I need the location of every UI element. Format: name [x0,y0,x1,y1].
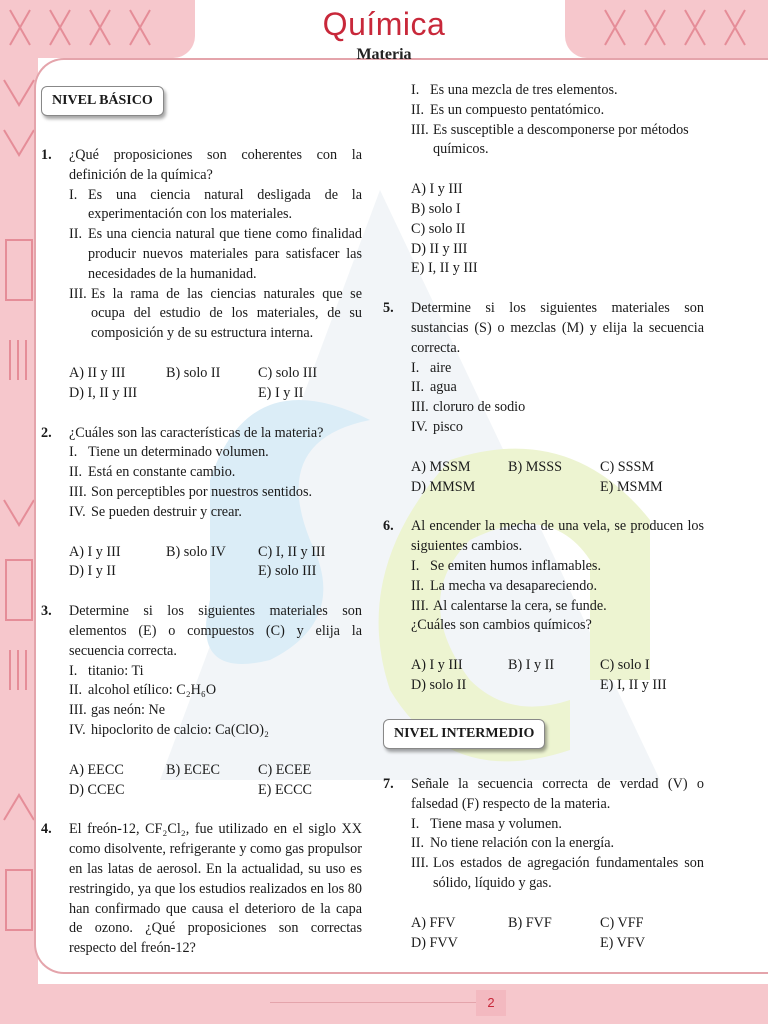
right-column-intermediate [383,775,704,953]
level-badge-intermediate: NIVEL INTERMEDIO [383,719,545,749]
option-c[interactable]: C) ECEE [258,761,312,778]
option-b[interactable]: B) solo II [166,364,221,381]
proposition-item [411,597,704,617]
tribal-pattern-icon [0,0,38,1024]
proposition-numeral: I. [69,662,78,679]
option-b[interactable]: B) MSSS [508,458,563,475]
question-number: 6. [383,518,394,535]
proposition-item [411,418,704,438]
proposition-item [69,681,362,701]
proposition-numeral: II. [411,835,424,852]
proposition-item [69,483,362,503]
proposition-item [69,225,362,284]
question-2 [41,424,362,583]
proposition-text: gas neón: Ne [91,702,166,719]
question-number: 2. [41,424,52,441]
option-c[interactable]: C) solo III [258,364,318,381]
proposition-numeral: II. [69,464,82,481]
proposition-numeral: II. [411,101,424,118]
option-e[interactable]: E) VFV [600,934,646,951]
proposition-item [69,701,362,721]
option-d[interactable]: D) MMSM [411,478,476,495]
proposition-text: pisco [433,418,463,435]
proposition-text: cloruro de sodio [433,399,526,416]
option-d[interactable]: D) I y II [69,563,116,580]
option-a[interactable]: A) I y III [411,181,463,198]
option-d[interactable]: D) FVV [411,934,458,951]
proposition-text: Está en constante cambio. [88,464,236,481]
proposition-numeral: III. [411,121,429,138]
proposition-text: alcohol etílico: C₂H₆O [88,682,217,699]
option-c[interactable]: C) VFF [600,914,644,931]
question-number: 1. [41,147,52,163]
proposition-item [411,101,704,121]
proposition-numeral: II. [69,682,82,699]
proposition-text: Tiene un determinado volumen. [88,444,269,461]
proposition-numeral: III. [69,483,87,500]
proposition-numeral: I. [69,186,78,203]
proposition-text: titanio: Ti [88,662,144,679]
question-4-continued [383,81,704,279]
question-number: 3. [41,603,52,620]
left-column [41,146,362,959]
option-a[interactable]: A) EECC [69,761,124,778]
proposition-item [411,557,704,577]
question-stem: Determine si los siguientes materiales son sustancias (S) o mezclas (M) y elija la secuencia correcta. [411,300,704,356]
proposition-item [411,378,704,398]
page-number: 2 [476,990,506,1016]
proposition-text: aire [430,359,452,376]
option-c[interactable]: C) solo I [600,657,650,674]
option-a[interactable]: A) II y III [69,364,126,381]
proposition-text: Tiene masa y volumen. [430,815,562,832]
proposition-numeral: II. [411,379,424,396]
proposition-text: agua [430,379,457,396]
proposition-numeral: I. [411,82,420,98]
option-e[interactable]: E) solo III [258,563,317,580]
proposition-item [69,463,362,483]
proposition-numeral: II. [411,577,424,594]
answer-options-vertical [411,180,704,279]
question-7 [383,775,704,953]
question-5 [383,299,704,497]
option-e[interactable]: E) I y II [258,384,304,401]
answer-options [411,914,704,954]
option-a[interactable]: A) FFV [411,914,456,931]
answer-options [69,761,362,801]
option-b[interactable]: B) solo I [411,200,461,217]
option-d[interactable]: D) II y III [411,240,468,257]
question-3 [41,602,362,800]
proposition-item [411,81,704,101]
proposition-numeral: III. [69,285,87,302]
question-stem: Señale la secuencia correcta de verdad (V) o falsedad (F) respecto de la materia. [411,776,704,812]
decorative-border-bottom [0,984,768,1024]
option-c[interactable]: C) I, II y III [258,543,326,560]
answer-options [411,656,704,696]
question-number: 4. [41,821,52,838]
option-e[interactable]: E) I, II y III [411,260,478,277]
proposition-text: Es la rama de las ciencias naturales que se ocupa del estudio de los materiales, de su composición y de su estructura interna. [91,285,362,342]
proposition-numeral: I. [411,815,420,832]
proposition-text: No tiene relación con la energía. [430,835,615,852]
decorative-border-left [0,0,38,1024]
proposition-item [411,359,704,379]
proposition-numeral: I. [411,557,420,574]
proposition-item [411,121,704,161]
option-b[interactable]: B) I y II [508,657,555,674]
option-a[interactable]: A) MSSM [411,458,471,475]
page-title: Química [322,6,446,42]
proposition-text: Es una mezcla de tres elementos. [430,82,618,98]
option-d[interactable]: D) I, II y III [69,384,138,401]
page-subtitle: Materia [356,46,412,63]
proposition-numeral: III. [69,702,87,719]
question-number: 7. [383,776,394,792]
proposition-numeral: IV. [411,418,428,435]
option-d[interactable]: D) solo II [411,676,467,693]
question-6 [383,517,704,695]
proposition-numeral: II. [69,226,82,243]
question-stem: Al encender la mecha de una vela, se producen los siguientes cambios. [411,518,704,555]
option-e[interactable]: E) I, II y III [600,676,667,693]
question-4 [41,820,362,959]
question-stem: ¿Cuáles son las características de la materia? [69,424,324,441]
proposition-text: La mecha va desapareciendo. [430,577,598,594]
proposition-item [69,443,362,463]
question-stem: ¿Qué proposiciones son coherentes con la definición de la química? [69,147,362,183]
right-column [383,81,704,696]
option-b[interactable]: B) solo IV [166,543,226,560]
question-1 [41,146,362,404]
proposition-text: Se pueden destruir y crear. [91,503,242,520]
proposition-text: Al calentarse la cera, se funde. [433,597,607,614]
option-d[interactable]: D) CCEC [69,781,125,798]
option-a[interactable]: A) I y III [69,543,121,560]
proposition-text: Es una ciencia natural que tiene como finalidad producir nuevos materiales para satisfacer las necesidades de la humanidad. [88,226,362,282]
proposition-text: Los estados de agregación fundamentales son sólido, líquido y gas. [433,855,704,891]
proposition-item [411,398,704,418]
option-a[interactable]: A) I y III [411,657,463,674]
proposition-item [69,721,362,741]
proposition-numeral: III. [411,597,429,614]
proposition-text: Es un compuesto pentatómico. [430,101,605,118]
proposition-item [69,662,362,682]
proposition-numeral: IV. [69,721,86,738]
option-b[interactable]: B) ECEC [166,761,220,778]
proposition-item [411,577,704,597]
answer-options [411,458,704,498]
answer-options [69,364,362,404]
proposition-item [69,285,362,344]
proposition-text: Son perceptibles por nuestros sentidos. [91,483,313,500]
footer-divider [270,1002,476,1003]
proposition-text: Es susceptible a descomponerse por métodos químicos. [433,121,689,158]
proposition-item [411,834,704,854]
option-c[interactable]: C) solo II [411,220,466,237]
proposition-numeral: I. [411,359,420,376]
proposition-item [69,503,362,523]
level-badge-basic: NIVEL BÁSICO [41,86,164,116]
question-stem: Determine si los siguientes materiales son elementos (E) o compuestos (C) y elija la secuencia correcta. [69,603,362,659]
proposition-numeral: I. [69,444,78,461]
proposition-numeral: III. [411,855,429,872]
question-tail: ¿Cuáles son cambios químicos? [411,617,592,634]
proposition-item [411,854,704,894]
question-stem: El freón-12, CF₂Cl₂, fue utilizado en el siglo XX como disolvente, refrigerante y como gas propulsor en las latas de aerosol. En la actualidad, su uso es restringido, ya que los estudios realizados en los 80 han confirmado que causa el deterioro de la capa de ozono. ¿Qué proposiciones son correctas respecto del freón-12? [69,821,362,957]
question-number: 5. [383,300,394,317]
option-e[interactable]: E) ECCC [258,781,312,798]
proposition-text: Es una ciencia natural desligada de la experimentación con los materiales. [88,186,362,223]
option-b[interactable]: B) FVF [508,914,552,931]
proposition-numeral: IV. [69,503,86,520]
option-c[interactable]: C) SSSM [600,458,655,475]
option-e[interactable]: E) MSMM [600,478,663,495]
proposition-text: hipoclorito de calcio: Ca(ClO)₂ [91,721,269,738]
proposition-item [411,815,704,835]
answer-options [69,543,362,583]
proposition-numeral: III. [411,399,429,416]
proposition-text: Se emiten humos inflamables. [430,557,602,574]
proposition-item [69,186,362,226]
